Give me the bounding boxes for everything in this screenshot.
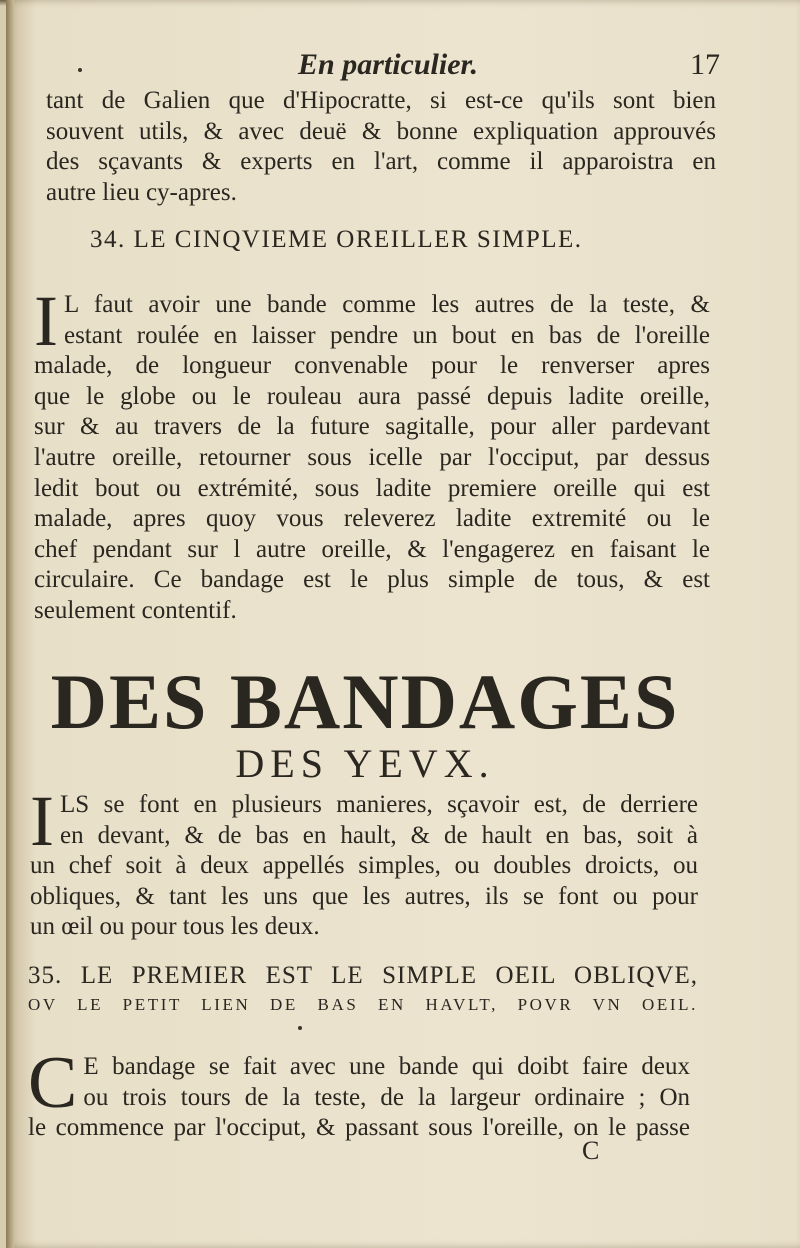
signature-mark: C — [582, 1136, 600, 1165]
section-35-paragraph — [28, 1042, 690, 1144]
text-line: l'autre oreille, retourner sous icelle par l'occiput, par dessus — [34, 443, 710, 471]
text-line: obliques, & tant les uns que les autres, ils se font ou pour — [30, 882, 698, 910]
section-heading-35-line2: OV LE PETIT LIEN DE BAS EN HAVLT, POVR VN OEIL. — [28, 995, 698, 1014]
section-heading-34: 34. LE CINQVIEME OREILLER SIMPLE. — [90, 226, 583, 253]
ink-speck — [298, 1026, 302, 1030]
page-header — [290, 48, 720, 88]
drop-cap: I — [34, 281, 58, 361]
text-line: autre lieu cy-apres. — [46, 178, 237, 206]
chapter-subtitle: DES YEVX. — [235, 741, 495, 786]
chapter-title: DES BANDAGES — [50, 658, 680, 745]
text-line: un chef soit à deux appellés simples, ou doubles droicts, ou — [30, 852, 698, 880]
page-spine-shadow — [6, 0, 14, 1248]
ink-speck — [78, 68, 82, 72]
text-line: estant roulée en laisser pendre un bout en bas de l'oreille — [63, 321, 710, 349]
text-line: ou trois tours de la teste, de la largeur ordinaire ; On — [83, 1083, 690, 1111]
text-line: circulaire. Ce bandage est le plus simple de tous, & est — [34, 566, 710, 594]
intro-paragraph — [46, 86, 716, 208]
text-line: ledit bout ou extrémité, sous ladite premiere oreille qui est — [34, 474, 710, 502]
text-line: le commence par l'occiput, & passant sous l'oreille, on le passe — [28, 1114, 690, 1142]
drop-cap: C — [28, 1042, 78, 1124]
text-line: malade, apres quoy vous releverez ladite extremité ou le — [34, 505, 710, 533]
text-line: chef pendant sur l autre oreille, & l'engagerez en faisant le — [34, 535, 710, 563]
drop-cap: I — [30, 781, 54, 861]
text-line: un œil ou pour tous les deux. — [30, 913, 320, 941]
text-line: E bandage se fait avec une bande qui doibt faire deux — [83, 1053, 690, 1080]
section-heading-35-line1: 35. LE PREMIER EST LE SIMPLE OEIL OBLIQVE, — [28, 962, 698, 989]
text-line: tant de Galien que d'Hipocratte, si est-ce qu'ils sont bien — [46, 87, 716, 114]
page-number: 17 — [690, 48, 720, 81]
text-line: souvent utils, & avec deuë & bonne expliquation approuvés — [46, 117, 716, 145]
section-34-paragraph — [34, 281, 710, 627]
yeux-paragraph — [30, 781, 698, 943]
text-line: sur & au travers de la future sagitalle, pour aller pardevant — [34, 413, 710, 441]
running-head: En particulier. — [298, 48, 479, 81]
text-line: des sçavants & experts en l'art, comme il apparoistra en — [46, 148, 716, 176]
text-line: seulement contentif. — [34, 596, 237, 624]
text-line: LS se font en plusieurs manieres, sçavoir est, de derriere — [59, 791, 698, 818]
section-heading-35 — [28, 960, 698, 1018]
text-line: en devant, & de bas en hault, & de hault en bas, soit à — [59, 821, 698, 849]
text-line: que le globe ou le rouleau aura passé depuis ladite oreille, — [34, 382, 710, 410]
text-line: malade, de longueur convenable pour le renverser apres — [34, 352, 710, 380]
text-line: L faut avoir une bande comme les autres de la teste, & — [63, 291, 710, 318]
